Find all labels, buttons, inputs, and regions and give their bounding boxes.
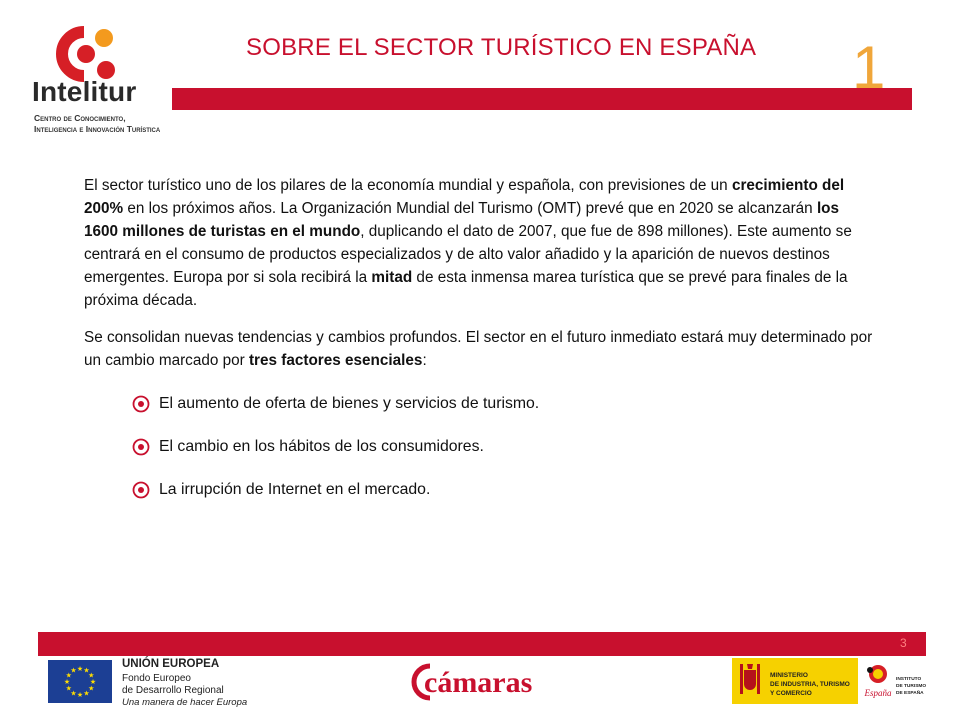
eu-star-icon: ★ — [88, 685, 95, 693]
turespana-label: DE TURISMO — [896, 684, 927, 689]
eu-title: UNIÓN EUROPEA — [122, 658, 220, 670]
eu-star-icon: ★ — [76, 692, 84, 699]
paragraph-text: de esta inmensa marea turística que se prevé para finales de la próxima década. — [84, 269, 848, 309]
header-bar — [172, 88, 912, 110]
bullet-text: El aumento de oferta de bienes y servicios de turismo. — [159, 395, 540, 412]
spain-logo-text: España — [864, 688, 892, 698]
bullet-item — [132, 425, 874, 468]
emphasis-text: crecimiento del 200% — [84, 177, 845, 217]
circled-dot-icon — [132, 438, 150, 456]
eu-star-icon: ★ — [70, 690, 77, 698]
spain-tourism-logo — [860, 660, 896, 704]
eu-star-icon: ★ — [88, 672, 95, 680]
section-number: 1 — [852, 34, 886, 101]
paragraph-text: en los próximos años. La Organización Mundial del Turismo (OMT) prevé que en 2020 se alcanzarán — [123, 200, 817, 217]
paragraph-text: , duplicando el dato de 2007, que fue de 898 millones). Este aumento se centrará en el consumo de productos especializados y de alto valor añadido y la aparición de nuevos destinos emergentes. Europa por si sola recibirá la — [84, 223, 852, 286]
eu-star-icon: ★ — [65, 685, 72, 693]
bullet-item — [132, 468, 874, 511]
ministry-label: DE INDUSTRIA, TURISMO — [770, 681, 850, 688]
eu-star-icon: ★ — [83, 667, 90, 675]
eu-star-icon: ★ — [63, 679, 71, 686]
turespana-label: INSTITUTO — [896, 677, 922, 682]
ministry-label: Y COMERCIO — [770, 690, 812, 697]
logo-subtitle: Inteligencia e Innovación Turística — [34, 124, 161, 134]
eu-star-icon: ★ — [83, 690, 90, 698]
bullet-list — [132, 382, 874, 511]
eu-flag-icon — [48, 660, 112, 703]
circled-dot-icon — [132, 481, 150, 499]
eu-star-icon: ★ — [89, 679, 97, 686]
camaras-wordmark: cámaras — [424, 666, 533, 699]
bullet-text: La irrupción de Internet en el mercado. — [159, 481, 431, 498]
emphasis-text: tres factores esenciales — [248, 352, 423, 369]
eu-fund-label: Fondo Europeo — [122, 673, 191, 684]
paragraph-text: El sector turístico uno de los pilares de la economía mundial y española, con previsiones de un — [84, 177, 732, 194]
turespana-label: DE ESPAÑA — [896, 691, 924, 696]
slide-body — [84, 174, 874, 511]
page-number: 3 — [900, 636, 907, 650]
paragraph-intro — [84, 174, 874, 312]
paragraph-text: : — [422, 352, 427, 369]
spain-coat-of-arms-icon — [738, 662, 762, 698]
paragraph-text: Se consolidan nuevas tendencias y cambios profundos. El sector en el futuro inmediato estará muy determinado por un cambio marcado por — [84, 329, 873, 369]
logo-wordmark: Intelitur — [32, 76, 137, 107]
footer-bar — [38, 632, 926, 656]
circled-dot-icon — [132, 395, 150, 413]
eu-star-icon: ★ — [65, 672, 72, 680]
camaras-logo — [408, 660, 558, 704]
eu-star-icon: ★ — [76, 666, 84, 673]
ministry-label: MINISTERIO — [770, 672, 808, 679]
slide-title: SOBRE EL SECTOR TURÍSTICO EN ESPAÑA — [246, 34, 757, 61]
eu-star-icon: ★ — [70, 667, 77, 675]
emphasis-text: los 1600 millones de turistas en el mundo — [84, 200, 840, 240]
paragraph-trends — [84, 326, 874, 372]
bullet-item — [132, 382, 874, 425]
eu-fund-label: de Desarrollo Regional — [122, 685, 224, 696]
eu-slogan: Una manera de hacer Europa — [122, 697, 248, 708]
intelitur-logo-mark — [50, 24, 122, 84]
bullet-text: El cambio en los hábitos de los consumidores. — [159, 438, 484, 455]
emphasis-text: mitad — [371, 269, 413, 286]
logo-subtitle: Centro de Conocimiento, — [34, 113, 126, 123]
